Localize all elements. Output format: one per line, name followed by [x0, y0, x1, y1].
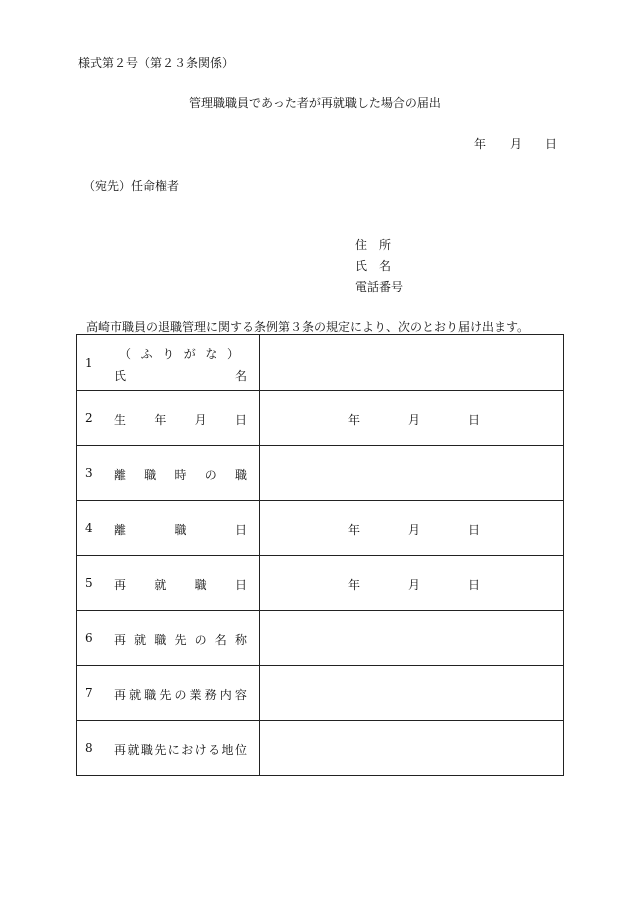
month-unit: 月 — [408, 523, 421, 537]
year-unit: 年 — [348, 578, 361, 592]
label-char: 再 — [114, 688, 127, 702]
label-char: 離 — [114, 468, 127, 482]
label-char: 再 — [114, 633, 127, 647]
row-label — [77, 501, 260, 556]
label-char: 業 — [189, 688, 202, 702]
row-label — [77, 556, 260, 611]
label-char: 氏 — [114, 369, 127, 383]
label-char: 時 — [174, 468, 187, 482]
label-char: 日 — [234, 578, 247, 592]
month-unit: 月 — [408, 413, 421, 427]
row-number: 1 — [85, 356, 93, 370]
label-char: 再 — [114, 578, 127, 592]
label-char: 職 — [140, 743, 153, 757]
label-char: お — [181, 743, 194, 757]
furigana-label — [119, 345, 239, 362]
label-char: （ — [119, 347, 132, 361]
table-row — [77, 335, 564, 391]
intro-text: 高崎市職員の退職管理に関する条例第３条の規定により、次のとおり届け出ます。 — [86, 320, 530, 334]
row-number: 5 — [85, 576, 93, 590]
name-value-field[interactable] — [260, 335, 564, 391]
form-number: 様式第２号（第２３条関係） — [78, 56, 235, 70]
label-char: 地 — [221, 743, 234, 757]
birthdate-label — [114, 411, 247, 428]
label-char: 名 — [234, 369, 247, 383]
birthdate-value-field[interactable] — [260, 391, 564, 446]
row-label — [77, 721, 260, 776]
label-char: 職 — [234, 468, 247, 482]
label-char: の — [194, 633, 207, 647]
day-unit: 日 — [468, 413, 481, 427]
label-char: 先 — [159, 688, 172, 702]
label-char: け — [194, 743, 207, 757]
table-row — [77, 721, 564, 776]
label-char: 日 — [234, 413, 247, 427]
table-row — [77, 501, 564, 556]
retirement-date-label — [114, 521, 247, 538]
date-day: 日 — [545, 137, 558, 151]
table-row — [77, 446, 564, 501]
row-label — [77, 391, 260, 446]
label-char: 就 — [154, 578, 167, 592]
label-char: 就 — [127, 743, 140, 757]
label-char: の — [204, 468, 217, 482]
label-char: 名 — [214, 633, 227, 647]
year-unit: 年 — [348, 413, 361, 427]
label-char: 容 — [234, 688, 247, 702]
business-content-value-field[interactable] — [260, 666, 564, 721]
label-char: が — [183, 347, 196, 361]
label-char: 内 — [219, 688, 232, 702]
label-char: 再 — [114, 743, 127, 757]
label-char: 職 — [154, 633, 167, 647]
date-year: 年 — [474, 137, 487, 151]
label-char: 位 — [234, 743, 247, 757]
date-month: 月 — [510, 137, 523, 151]
label-char: る — [208, 743, 221, 757]
name-label — [114, 367, 247, 384]
row-number: 7 — [85, 686, 93, 700]
label-char: 称 — [234, 633, 247, 647]
label-char: 職 — [194, 578, 207, 592]
row-label — [77, 335, 260, 391]
table-row — [77, 391, 564, 446]
label-char: 日 — [234, 523, 247, 537]
table-row — [77, 556, 564, 611]
label-char: 就 — [129, 688, 142, 702]
retirement-date-value-field[interactable] — [260, 501, 564, 556]
label-char: 年 — [154, 413, 167, 427]
document-title: 管理職職員であった者が再就職した場合の届出 — [189, 96, 441, 110]
table-row — [77, 666, 564, 721]
label-char: り — [162, 347, 175, 361]
label-char: 務 — [204, 688, 217, 702]
row-number: 4 — [85, 521, 93, 535]
label-char: 先 — [154, 743, 167, 757]
position-value-field[interactable] — [260, 446, 564, 501]
position-at-employer-label — [114, 741, 247, 758]
day-unit: 日 — [468, 578, 481, 592]
row-label — [77, 666, 260, 721]
row-number: 2 — [85, 411, 93, 425]
row-label — [77, 446, 260, 501]
employer-name-value-field[interactable] — [260, 611, 564, 666]
label-char: 職 — [144, 688, 157, 702]
reemployment-date-label — [114, 576, 247, 593]
label-char: に — [167, 743, 180, 757]
table-row — [77, 611, 564, 666]
month-unit: 月 — [408, 578, 421, 592]
label-char: な — [205, 347, 218, 361]
year-unit: 年 — [348, 523, 361, 537]
applicant-phone-label: 電話番号 — [355, 280, 404, 294]
label-char: 職 — [174, 523, 187, 537]
day-unit: 日 — [468, 523, 481, 537]
row-number: 8 — [85, 741, 93, 755]
applicant-address-label: 住 所 — [355, 238, 392, 252]
label-char: の — [174, 688, 187, 702]
label-char: ） — [226, 347, 239, 361]
label-char: 職 — [144, 468, 157, 482]
employer-position-value-field[interactable] — [260, 721, 564, 776]
label-char: 月 — [194, 413, 207, 427]
applicant-name-label: 氏 名 — [355, 259, 392, 273]
row-number: 6 — [85, 631, 93, 645]
label-char: 先 — [174, 633, 187, 647]
row-number: 3 — [85, 466, 93, 480]
employer-name-label — [114, 631, 247, 648]
row-label — [77, 611, 260, 666]
label-char: ふ — [140, 347, 153, 361]
form-table — [76, 334, 564, 776]
reemployment-date-value-field[interactable] — [260, 556, 564, 611]
addressee: （宛先）任命権者 — [83, 179, 180, 193]
label-char: 生 — [114, 413, 127, 427]
label-char: 就 — [134, 633, 147, 647]
label-char: 離 — [114, 523, 127, 537]
business-content-label — [114, 686, 247, 703]
position-at-retirement-label — [114, 466, 247, 483]
